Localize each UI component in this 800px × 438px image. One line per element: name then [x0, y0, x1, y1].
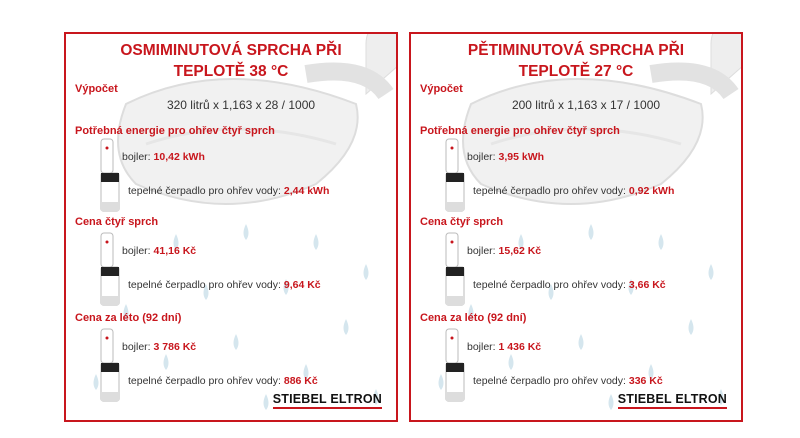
heat-pump-icon	[445, 362, 465, 402]
boiler-icon	[445, 328, 459, 364]
stiebel-eltron-logo: STIEBEL ELTRON	[618, 392, 727, 409]
price-label: Cena čtyř sprch	[75, 216, 159, 228]
panel-title-line1: PĚTIMINUTOVÁ SPRCHA PŘI	[467, 42, 685, 59]
summer-boiler-label: bojler:	[122, 341, 154, 353]
boiler-icon	[445, 232, 459, 268]
summer-heatpump-value: 886 Kč	[283, 375, 318, 387]
summer-boiler-label: bojler:	[467, 341, 499, 353]
calc-formula: 320 litrů x 1,163 x 28 / 1000	[166, 98, 316, 112]
stiebel-eltron-logo: STIEBEL ELTRON	[273, 392, 382, 409]
price-label: Cena čtyř sprch	[420, 216, 504, 228]
boiler-icon	[445, 138, 459, 174]
price-heatpump-label: tepelné čerpadlo pro ohřev vody:	[473, 279, 629, 291]
heat-pump-icon	[100, 172, 120, 212]
heat-pump-icon	[445, 266, 465, 306]
panel-title-line2: TEPLOTĚ 27 °C	[518, 63, 634, 80]
energy-boiler-value: 3,95 kWh	[498, 151, 545, 163]
heat-pump-icon	[100, 362, 120, 402]
summer-label: Cena za léto (92 dní)	[75, 312, 182, 324]
price-boiler-label: bojler:	[122, 245, 154, 257]
boiler-icon	[100, 232, 114, 268]
summer-boiler-value: 1 436 Kč	[498, 341, 542, 353]
heat-pump-icon	[445, 172, 465, 212]
summer-heatpump-label: tepelné čerpadlo pro ohřev vody:	[473, 375, 629, 387]
energy-heatpump-value: 2,44 kWh	[283, 185, 330, 197]
price-boiler-label: bojler:	[467, 245, 499, 257]
energy-label: Potřebná energie pro ohřev čtyř sprch	[420, 125, 620, 137]
panel-title-line2: TEPLOTĚ 38 °C	[173, 63, 289, 80]
boiler-icon	[100, 328, 114, 364]
boiler-icon	[100, 138, 114, 174]
panel-title-line1: OSMIMINUTOVÁ SPRCHA PŘI	[120, 42, 342, 59]
price-heatpump-label: tepelné čerpadlo pro ohřev vody:	[128, 279, 284, 291]
panel-eight-minute-shower	[64, 32, 398, 422]
energy-heatpump-value: 0,92 kWh	[628, 185, 675, 197]
energy-label: Potřebná energie pro ohřev čtyř sprch	[75, 125, 275, 137]
energy-heatpump-label: tepelné čerpadlo pro ohřev vody:	[128, 185, 284, 197]
price-boiler-value: 41,16 Kč	[153, 245, 197, 257]
price-heatpump-value: 9,64 Kč	[283, 279, 321, 291]
summer-heatpump-value: 336 Kč	[628, 375, 663, 387]
heat-pump-icon	[100, 266, 120, 306]
energy-boiler-label: bojler:	[122, 151, 154, 163]
calc-label: Výpočet	[75, 83, 118, 95]
summer-label: Cena za léto (92 dní)	[420, 312, 527, 324]
energy-heatpump-label: tepelné čerpadlo pro ohřev vody:	[473, 185, 629, 197]
energy-boiler-value: 10,42 kWh	[153, 151, 205, 163]
summer-boiler-value: 3 786 Kč	[153, 341, 197, 353]
summer-heatpump-label: tepelné čerpadlo pro ohřev vody:	[128, 375, 284, 387]
price-heatpump-value: 3,66 Kč	[628, 279, 666, 291]
panel-five-minute-shower	[409, 32, 743, 422]
calc-formula: 200 litrů x 1,163 x 17 / 1000	[511, 98, 661, 112]
calc-label: Výpočet	[420, 83, 463, 95]
price-boiler-value: 15,62 Kč	[498, 245, 542, 257]
energy-boiler-label: bojler:	[467, 151, 499, 163]
